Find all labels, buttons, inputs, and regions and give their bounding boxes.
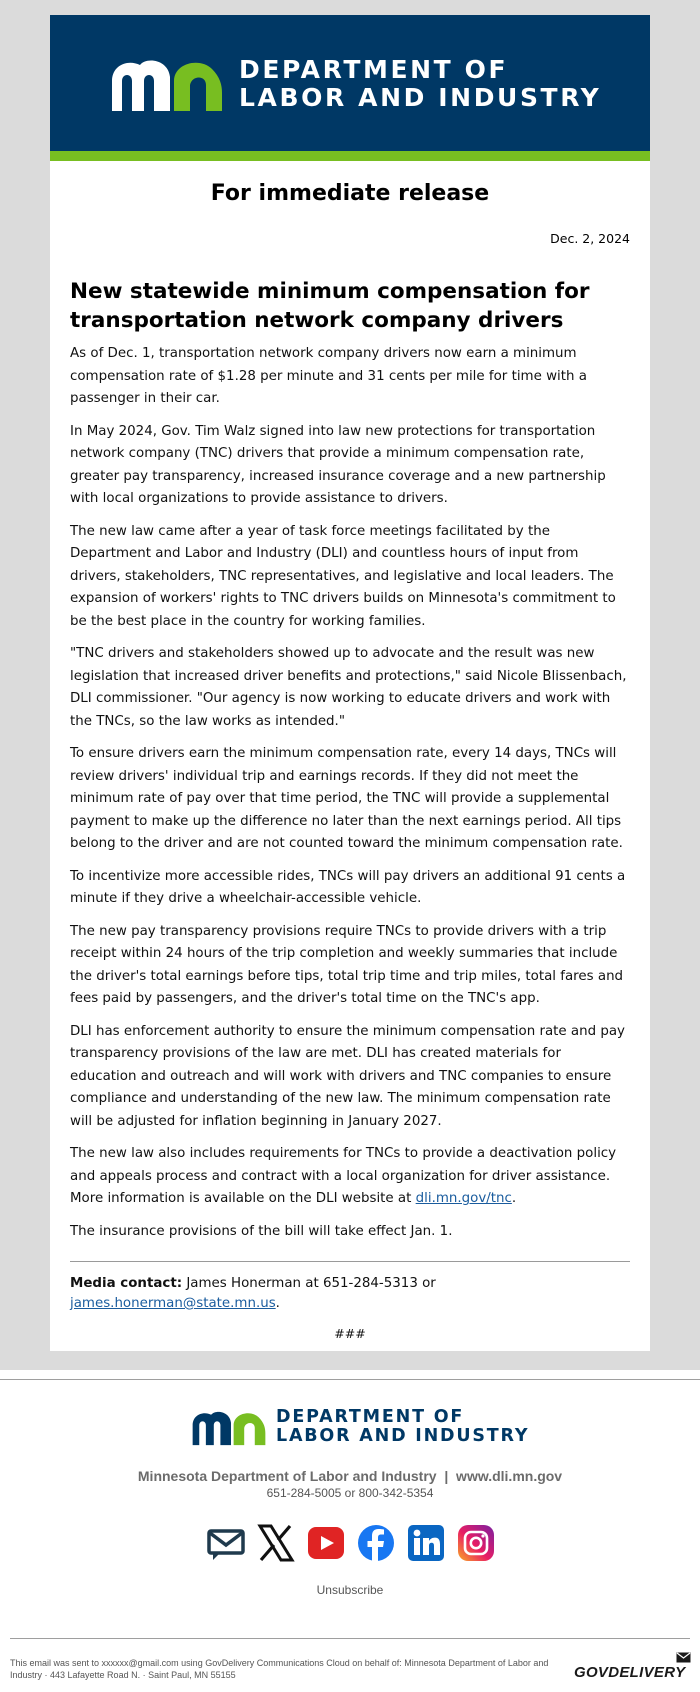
org-name-line2: LABOR AND INDUSTRY <box>239 83 602 112</box>
article-paragraph: As of Dec. 1, transportation network company drivers now earn a minimum compensation rate of $1.28 per minute and 31 cents per mile for time with a passenger in their car. <box>70 346 587 406</box>
divider <box>70 1261 630 1262</box>
article-paragraph: The new pay transparency provisions require TNCs to provide drivers with a trip receipt within 24 hours of the trip completion and weekly summaries that include the driver's total earnings before tips, total trip time and trip miles, total fares and fees paid by passengers, and the driver's total time on the TNC's app. <box>70 923 624 1006</box>
x-icon[interactable] <box>257 1524 295 1562</box>
unsubscribe-link[interactable]: Unsubscribe <box>316 1583 384 1597</box>
delivery-notice: This email was sent to xxxxxx@gmail.com using GovDelivery Communications Cloud on behalf of: Minnesota Department of Labor and Industry · 443 Lafayette Road N. · Saint Paul, MN 55155 <box>10 1658 549 1680</box>
footer-org-line1: DEPARTMENT OF <box>276 1407 465 1427</box>
media-email-link[interactable]: james.honerman@state.mn.us <box>70 1296 276 1311</box>
link-paragraph-text: The new law also includes requirements for TNCs to provide a deactivation policy and appeals process and contract with a local organization for driver assistance. More information is available on the DLI website at <box>70 1146 617 1206</box>
media-contact <box>70 1274 630 1314</box>
article-paragraph-with-link <box>70 1143 630 1211</box>
media-contact-label: Media contact: <box>70 1276 183 1291</box>
envelope-icon <box>676 1652 691 1663</box>
article-paragraph: DLI has enforcement authority to ensure the minimum compensation rate and pay transparency provisions of the law are met. DLI has created materials for education and outreach and will work with drivers and TNC companies to ensure compliance and understanding of the new law. The minimum compensation rate will be adjusted for inflation beginning in January 2027. <box>70 1023 625 1129</box>
social-links <box>207 1524 497 1562</box>
article-paragraph: To ensure drivers earn the minimum compensation rate, every 14 days, TNCs will review drivers' individual trip and earnings records. If they did not meet the minimum rate of pay over that time period, the TNC will provide a supplemental payment to make up the difference no later than the next earnings period. All tips belong to the driver and are not counted toward the minimum compensation rate. <box>70 746 623 851</box>
footer-mn-logo-icon <box>190 1410 268 1446</box>
footer-bottom-divider <box>10 1638 690 1639</box>
media-contact-end: . <box>275 1296 280 1311</box>
email-card <box>50 15 650 1351</box>
media-contact-text: James Honerman at 651-284-5313 or <box>182 1276 436 1291</box>
article-headline: New statewide minimum compensation for transportation network company drivers <box>70 279 590 333</box>
article-paragraph: In May 2024, Gov. Tim Walz signed into law new protections for transportation network company (TNC) drivers that provide a minimum compensation rate, greater pay transparency, increased insurance coverage and a new partnership with local organizations to provide assistance to drivers. <box>70 423 606 506</box>
org-name-line1: DEPARTMENT OF <box>239 55 509 84</box>
footer-org-name <box>276 1408 529 1446</box>
govdelivery-logo: GOVDELIVERY <box>574 1664 686 1681</box>
article-paragraph: To incentivize more accessible rides, TNCs will pay drivers an additional 91 cents a minute if they drive a wheelchair-accessible vehicle. <box>70 868 626 906</box>
article-paragraph: The insurance provisions of the bill will take effect Jan. 1. <box>70 1223 453 1239</box>
article-paragraph: "TNC drivers and stakeholders showed up to advocate and the result was new legislation that increased driver benefits and protections," said Nicole Blissenbach, DLI commissioner. "Our agency is now working to educate drivers and work with the TNCs, so the law works as intended." <box>70 646 627 729</box>
linkedin-icon[interactable] <box>407 1524 445 1562</box>
mn-logo-icon <box>108 59 226 111</box>
footer-org-line2: LABOR AND INDUSTRY <box>276 1426 530 1446</box>
release-label: For immediate release <box>210 181 490 206</box>
facebook-icon[interactable] <box>357 1524 395 1562</box>
instagram-icon[interactable] <box>457 1524 495 1562</box>
end-mark: ### <box>334 1326 366 1341</box>
footer-phones: 651-284-5005 or 800-342-5354 <box>266 1486 434 1500</box>
dli-tnc-link[interactable]: dli.mn.gov/tnc <box>415 1191 512 1206</box>
email-icon[interactable] <box>207 1524 245 1562</box>
footer-org-website: Minnesota Department of Labor and Industry | www.dli.mn.gov <box>137 1468 563 1484</box>
article-body <box>70 277 630 1341</box>
article-paragraph: The new law came after a year of task force meetings facilitated by the Department and Labor and Industry (DLI) and countless hours of input from drivers, stakeholders, TNC representatives, and legislative and local leaders. The expansion of workers' rights to TNC drivers builds on Minnesota's commitment to be the best place in the country for working families. <box>70 523 616 629</box>
header-accent-bar <box>50 151 650 161</box>
link-paragraph-end: . <box>511 1191 517 1206</box>
youtube-icon[interactable] <box>307 1524 345 1562</box>
release-date: Dec. 2, 2024 <box>550 231 630 246</box>
footer-divider <box>0 1379 700 1380</box>
org-name <box>239 56 601 112</box>
header-banner <box>50 15 650 151</box>
